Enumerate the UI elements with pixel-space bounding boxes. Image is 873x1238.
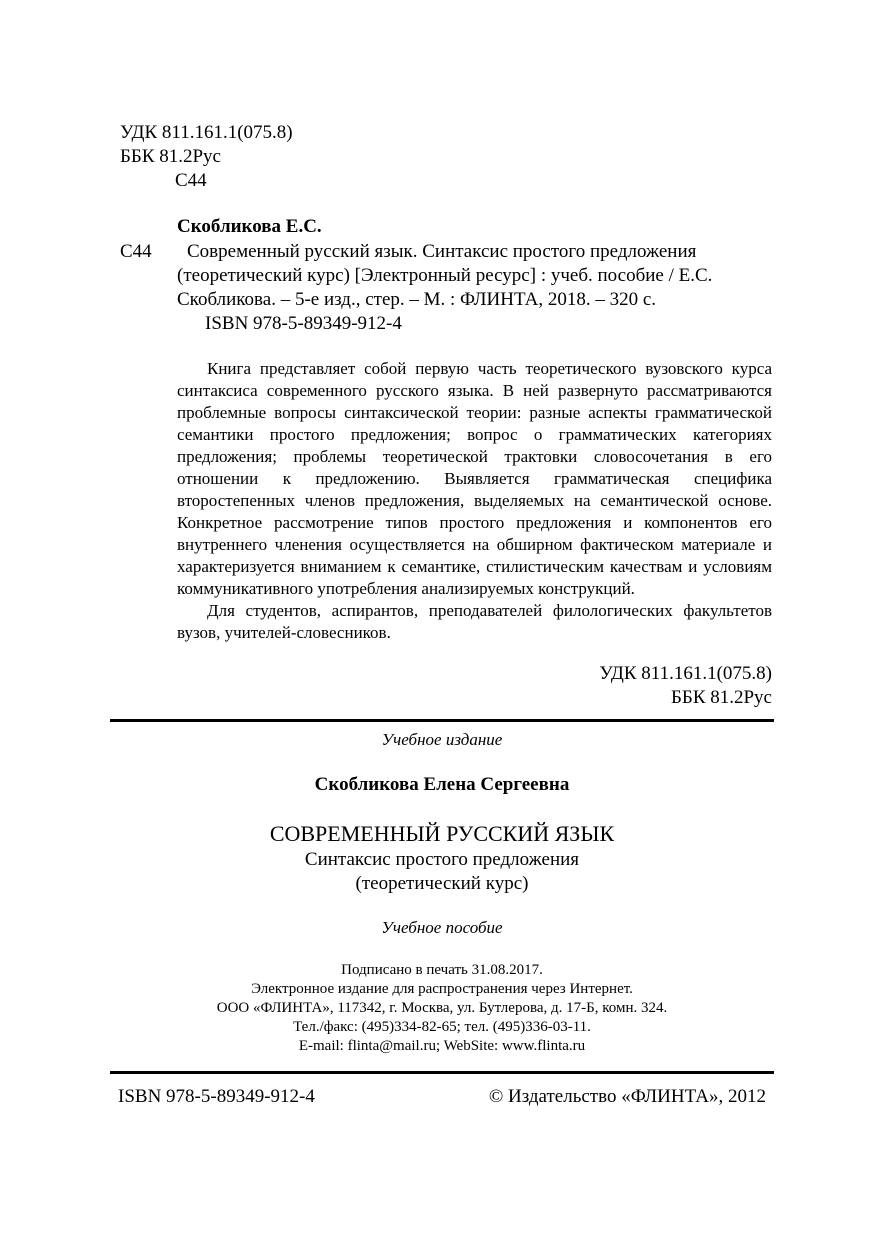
book-genre: Учебное пособие — [381, 918, 503, 937]
edition-type: Учебное издание — [381, 730, 503, 749]
book-title: СОВРЕМЕННЫЙ РУССКИЙ ЯЗЫК — [269, 821, 615, 846]
divider-top — [110, 719, 774, 722]
footer-copyright: © Издательство «ФЛИНТА», 2012 — [488, 1086, 766, 1107]
book-subtitle-1: Синтаксис простого предложения — [304, 849, 580, 870]
imprint-electronic: Электронное издание для распространения через Интернет. — [251, 981, 633, 997]
bbk-code: ББК 81.2Рус — [120, 146, 221, 167]
bibliographic-line-1: Современный русский язык. Синтаксис простого предложения — [187, 241, 697, 262]
udk-code: УДК 811.161.1(075.8) — [120, 122, 293, 143]
book-subtitle-2: (теоретический курс) — [355, 873, 529, 894]
bibliographic-line-3: Скобликова. – 5-е изд., стер. – М. : ФЛИНТА, 2018. – 320 с. — [177, 289, 657, 310]
footer-isbn: ISBN 978-5-89349-912-4 — [118, 1086, 315, 1107]
abstract-udk: УДК 811.161.1(075.8) — [599, 663, 772, 684]
abstract — [177, 358, 772, 644]
divider-bottom — [110, 1071, 774, 1074]
bibliographic-isbn: ISBN 978-5-89349-912-4 — [205, 313, 402, 334]
imprint-email: E-mail: flinta@mail.ru; WebSite: www.flinta.ru — [298, 1038, 586, 1054]
abstract-paragraph-1: Книга представляет собой первую часть теоретического вузовского курса синтаксиса современного русского языка. В ней развернуто рассматриваются проблемные вопросы синтаксической теории: разные аспекты грамматической семантики простого предложения; вопрос о грамматических категориях предложения; проблемы теоретической трактовки словосочетания в его отношении к предложению. Выявляется грамматическая специфика второстепенных членов предложения, выделяемых на семантической основе. Конкретное рассмотрение типов простого предложения и компонентов его внутреннего членения осуществляется на обширном фактическом материале и характеризуется вниманием к семантике, стилистическим качествам и условиям коммуникативного употребления анализируемых конструкций. — [177, 359, 772, 598]
imprint-address: ООО «ФЛИНТА», 117342, г. Москва, ул. Бутлерова, д. 17-Б, комн. 324. — [216, 1000, 668, 1016]
abstract-bbk: ББК 81.2Рус — [671, 687, 772, 708]
author-heading: Скобликова Е.С. — [177, 216, 322, 237]
imprint — [110, 961, 774, 1056]
abstract-paragraph-2: Для студентов, аспирантов, преподавателей филологических факультетов вузов, учителей-словесников. — [177, 601, 772, 642]
imprint-phone: Тел./факс: (495)334-82-65; тел. (495)336-03-11. — [293, 1019, 591, 1035]
author-full-name: Скобликова Елена Сергеевна — [314, 774, 570, 795]
bibliographic-line-2: (теоретический курс) [Электронный ресурс] : учеб. пособие / Е.С. — [177, 265, 713, 286]
imprint-signed: Подписано в печать 31.08.2017. — [341, 962, 543, 978]
bibliographic-mark: С44 — [120, 241, 152, 262]
author-mark: С44 — [175, 170, 207, 191]
